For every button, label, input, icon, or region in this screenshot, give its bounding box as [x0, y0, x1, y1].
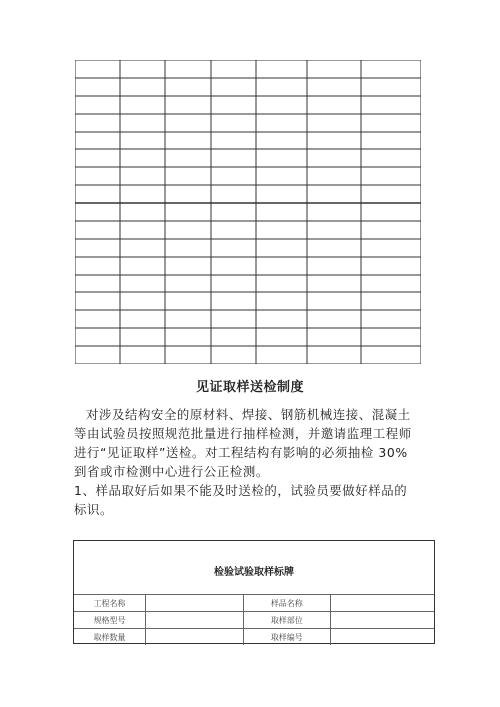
blank-grid-table	[75, 60, 421, 364]
paragraph-line: 到省或市检测中心进行公正检测。	[74, 464, 269, 479]
paragraph-line: 对涉及结构安全的原材料、焊接、钢筋机械连接、混凝土	[86, 407, 411, 422]
field-label: 样品名称	[243, 595, 331, 612]
table-row	[74, 595, 434, 612]
paragraph-line: 等由试验员按照规范批量进行抽样检测，并邀请监理工程师	[74, 426, 412, 441]
body-paragraph	[74, 405, 430, 519]
field-value	[146, 612, 243, 629]
table-row	[74, 612, 434, 629]
field-value	[331, 629, 434, 646]
paragraph-line: 1、样品取好后如果不能及时送检的，试验员要做好样品的	[74, 483, 408, 498]
field-label: 取样部位	[243, 612, 331, 629]
paragraph-line: 进行“见证取样”送检。对工程结构有影响的必须抽检 30%	[74, 445, 408, 460]
field-label: 规格型号	[74, 612, 146, 629]
sample-label-card	[73, 540, 435, 644]
field-value	[331, 612, 434, 629]
card-title: 检验试验取样标牌	[214, 567, 294, 578]
table-row	[74, 629, 434, 646]
paragraph-line: 标识。	[74, 502, 113, 517]
section-heading: 见证取样送检制度	[195, 380, 304, 395]
field-label: 取样数量	[74, 629, 146, 646]
field-label: 工程名称	[74, 595, 146, 612]
field-label: 取样编号	[243, 629, 331, 646]
field-value	[146, 595, 243, 612]
field-value	[146, 629, 243, 646]
field-value	[331, 595, 434, 612]
sample-label-table	[74, 594, 434, 645]
